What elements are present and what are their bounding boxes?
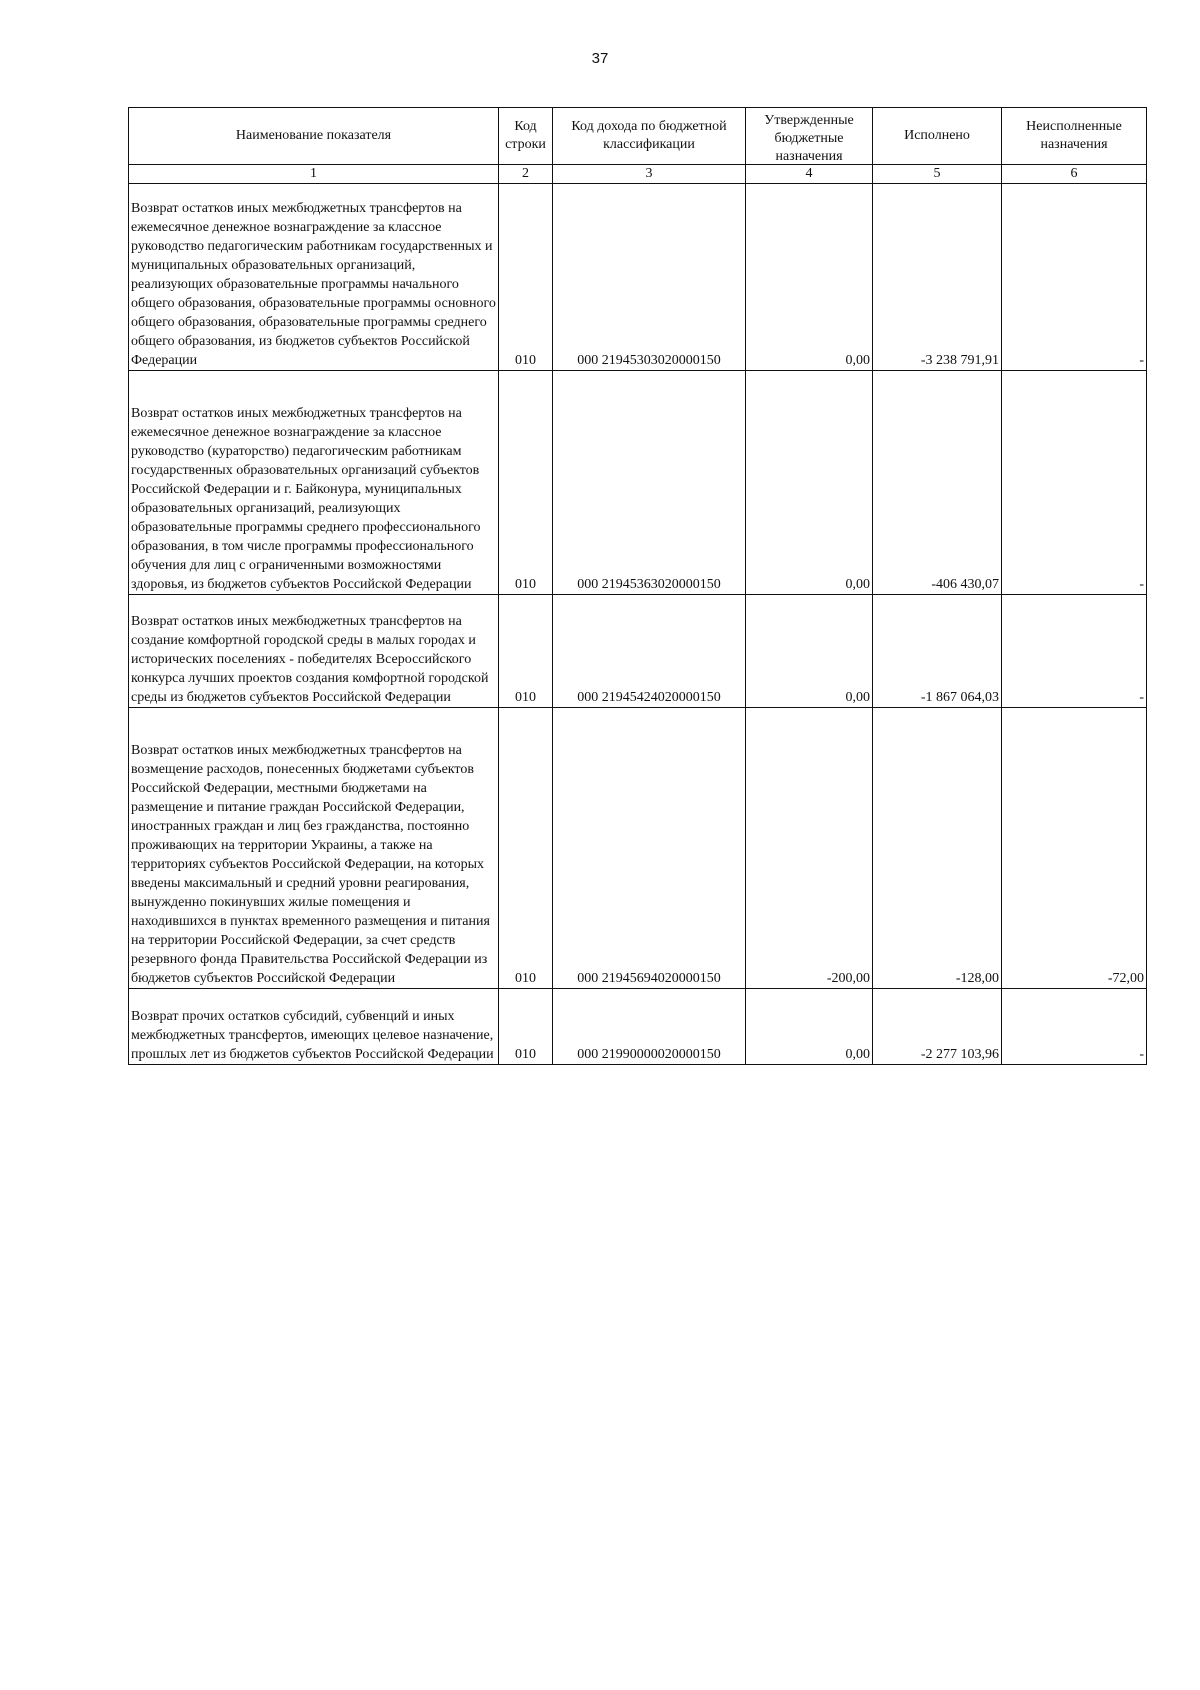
table-row — [129, 989, 1147, 1065]
approved-amount: -200,00 — [746, 708, 873, 989]
executed-amount: -3 238 791,91 — [873, 184, 1002, 371]
unexecuted-amount: - — [1002, 989, 1147, 1065]
executed-amount: -1 867 064,03 — [873, 595, 1002, 708]
header-approved-line1: Утвержденные — [764, 113, 854, 128]
header-unexecuted: Неисполненные назначения — [1002, 108, 1147, 165]
executed-amount: -128,00 — [873, 708, 1002, 989]
line-code: 010 — [499, 371, 553, 595]
header-line-code: Код строки — [499, 108, 553, 165]
unexecuted-amount: -72,00 — [1002, 708, 1147, 989]
table-row — [129, 371, 1147, 595]
table-header-row — [129, 108, 1147, 165]
executed-amount: -2 277 103,96 — [873, 989, 1002, 1065]
unexecuted-amount: - — [1002, 595, 1147, 708]
line-code: 010 — [499, 184, 553, 371]
executed-amount: -406 430,07 — [873, 371, 1002, 595]
column-number: 6 — [1002, 165, 1147, 184]
header-approved-line3: назначения — [775, 149, 843, 160]
income-code: 000 21945303020000150 — [553, 184, 746, 371]
approved-amount: 0,00 — [746, 989, 873, 1065]
income-code: 000 21945694020000150 — [553, 708, 746, 989]
indicator-name: Возврат остатков иных межбюджетных трансфертов на ежемесячное денежное вознаграждение за классное руководство (кураторство) педагогическим работникам государственных образовательных организаций субъектов Российской Федерации и г. Байконура, муниципальных образовательных организаций, реализующих образовательные программы среднего профессионального образования, в том числе программы профессионального обучения для лиц с ограниченными возможностями здоровья, из бюджетов субъектов Российской Федерации — [129, 371, 499, 595]
unexecuted-amount: - — [1002, 371, 1147, 595]
page-number: 37 — [591, 50, 609, 67]
indicator-name: Возврат прочих остатков субсидий, субвенций и иных межбюджетных трансфертов, имеющих целевое назначение, прошлых лет из бюджетов субъектов Российской Федерации — [129, 989, 499, 1065]
income-code: 000 21990000020000150 — [553, 989, 746, 1065]
column-number-row — [129, 165, 1147, 184]
header-indicator-name: Наименование показателя — [129, 108, 499, 165]
approved-amount: 0,00 — [746, 371, 873, 595]
header-income-code: Код дохода по бюджетной классификации — [553, 108, 746, 165]
indicator-name: Возврат остатков иных межбюджетных трансфертов на создание комфортной городской среды в малых городах и исторических поселениях - победителях Всероссийского конкурса лучших проектов создания комфортной городской среды из бюджетов субъектов Российской Федерации — [129, 595, 499, 708]
income-code: 000 21945363020000150 — [553, 371, 746, 595]
unexecuted-amount: - — [1002, 184, 1147, 371]
column-number: 2 — [499, 165, 553, 184]
indicator-name: Возврат остатков иных межбюджетных трансфертов на ежемесячное денежное вознаграждение за классное руководство педагогическим работникам государственных и муниципальных образовательных организаций, реализующих образовательные программы начального общего образования, образовательные программы основного общего образования, образовательные программы среднего общего образования, из бюджетов субъектов Российской Федерации — [129, 184, 499, 371]
indicator-name: Возврат остатков иных межбюджетных трансфертов на возмещение расходов, понесенных бюджетами субъектов Российской Федерации, местными бюджетами на размещение и питание граждан Российской Федерации, иностранных граждан и лиц без гражданства, постоянно проживающих на территории Украины, а также на территориях субъектов Российской Федерации, на которых введены максимальный и средний уровни реагирования, вынужденно покинувших жилые помещения и находившихся в пунктах временного размещения и питания на территории Российской Федерации, за счет средств резервного фонда Правительства Российской Федерации из бюджетов субъектов Российской Федерации — [129, 708, 499, 989]
column-number: 5 — [873, 165, 1002, 184]
approved-amount: 0,00 — [746, 595, 873, 708]
line-code: 010 — [499, 989, 553, 1065]
line-code: 010 — [499, 708, 553, 989]
table-row — [129, 184, 1147, 371]
line-code: 010 — [499, 595, 553, 708]
approved-amount: 0,00 — [746, 184, 873, 371]
table-row — [129, 595, 1147, 708]
column-number: 4 — [746, 165, 873, 184]
header-executed: Исполнено — [873, 108, 1002, 165]
column-number: 1 — [129, 165, 499, 184]
column-number: 3 — [553, 165, 746, 184]
header-approved — [746, 108, 873, 165]
budget-execution-table — [128, 107, 1147, 1065]
table-row — [129, 708, 1147, 989]
income-code: 000 21945424020000150 — [553, 595, 746, 708]
header-approved-line2: бюджетные — [774, 131, 844, 146]
